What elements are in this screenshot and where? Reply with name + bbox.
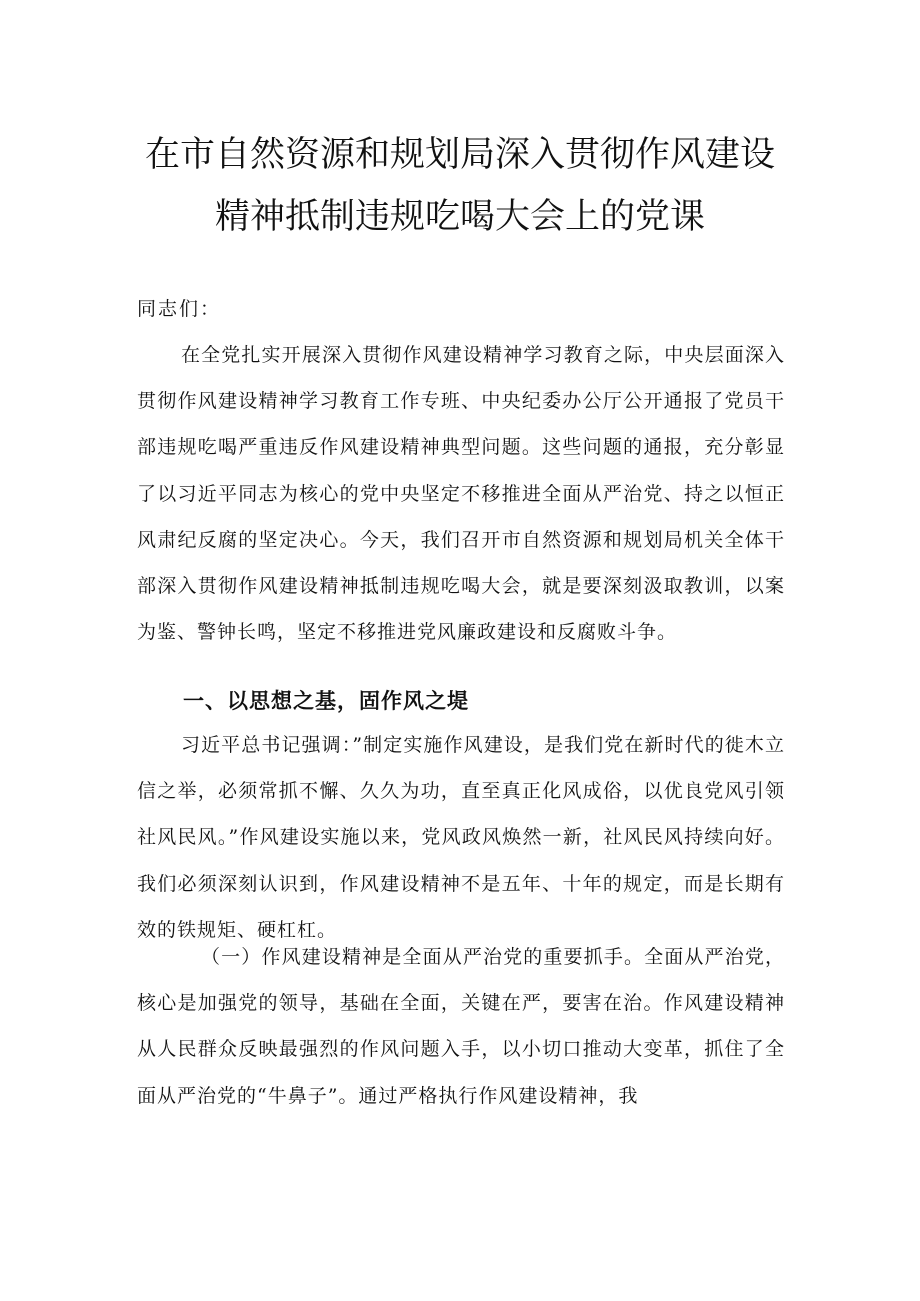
paragraph-2: 习近平总书记强调：”制定实施作风建设，是我们党在新时代的徙木立信之举，必须常抓不懈、久久为功，直至真正化风成俗，以优良党风引领社风民风。”作风建设实施以来，党风政风焕然一新，社风民风持续向好。我们必须深刻认识到，作风建设精神不是五年、十年的规定，而是长期有效的铁规矩、硬杠杠。 xyxy=(137,734,785,941)
paragraph-3: （一）作风建设精神是全面从严治党的重要抓手。全面从严治党，核心是加强党的领导，基础在全面，关键在严，要害在治。作风建设精神从人民群众反映最强烈的作风问题入手，以小切口推动大变革，抓住了全面从严治党的“牛鼻子”。通过严格执行作风建设精神，我 xyxy=(137,946,785,1107)
document-title-line-1: 在市自然资源和规划局深入贯彻作风建设 xyxy=(144,135,775,175)
paragraph-1: 在全党扎实开展深入贯彻作风建设精神学习教育之际，中央层面深入贯彻作风建设精神学习教育工作专班、中央纪委办公厅公开通报了党员干部违规吃喝严重违反作风建设精神典型问题。这些问题的通报，充分彰显了以习近平同志为核心的党中央坚定不移推进全面从严治党、持之以恒正风肃纪反腐的坚定决心。今天，我们召开市自然资源和规划局机关全体干部深入贯彻作风建设精神抵制违规吃喝大会，就是要深刻汲取教训，以案为鉴、警钟长鸣，坚定不移推进党风廉政建设和反腐败斗争。 xyxy=(137,344,785,644)
salutation: 同志们： xyxy=(137,298,222,320)
document-title-line-2: 精神抵制违规吃喝大会上的党课 xyxy=(214,197,705,237)
section-heading-1: 一、以思想之基，固作风之堤 xyxy=(183,689,469,713)
